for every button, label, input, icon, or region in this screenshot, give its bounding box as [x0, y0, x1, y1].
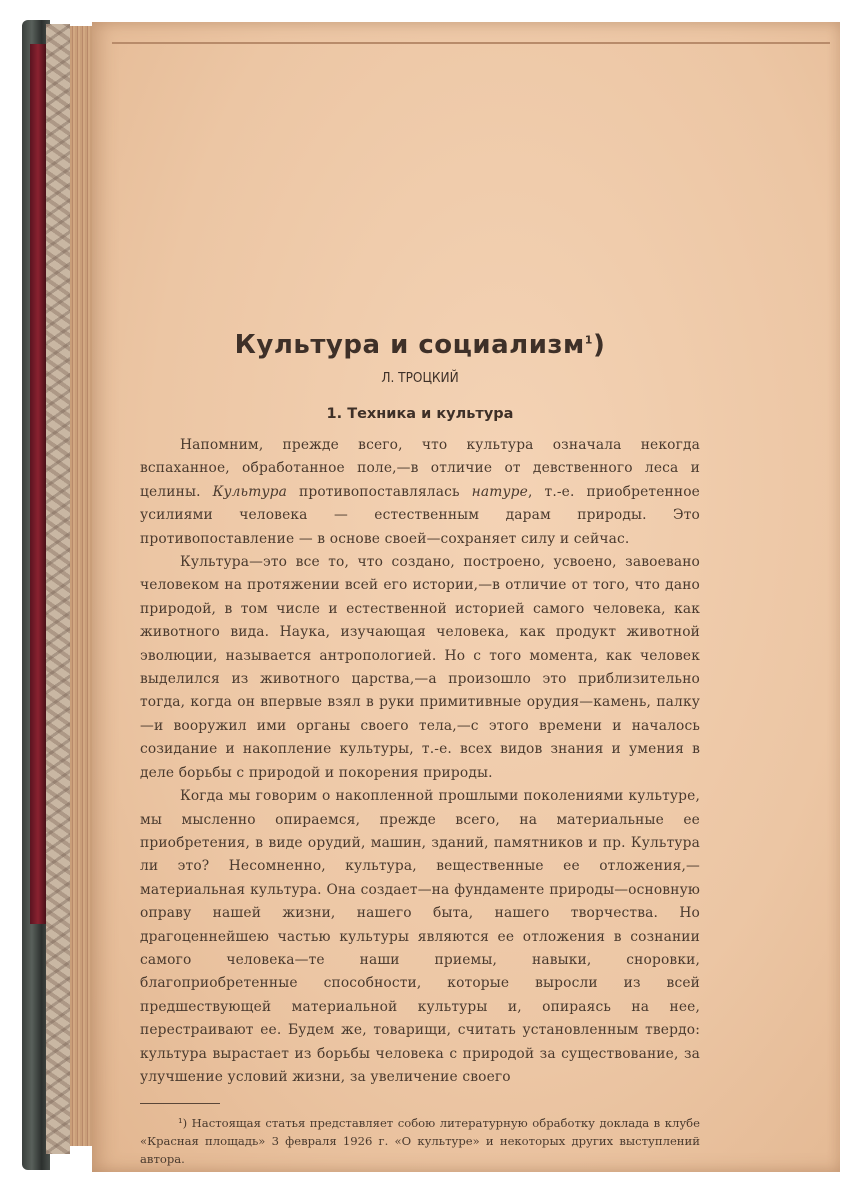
- paragraph-1-text-a: Напомним, прежде всего, что культура означала некогда вспаханное, обработанное поле,—в отличие от девственного леса и целины.: [140, 437, 700, 500]
- paragraph-2: Культура—это все то, что создано, построено, усвоено, завоевано человеком на протяжении всей его истории,—в отличие от того, что дано природой, в том числе и естественной историей самого человека, как животного вида. Наука, изучающая человека, как продукт животной эволюции, называется антропологией. Но с того момента, как человек выделился из животного царства,—а произошло это приблизительно тогда, когда он впервые взял в руки примитивные орудия—камень, палку—и вооружил ими органы своего тела,—с этого времени и началось созидание и накопление культуры, т.-е. всех видов знания и умения в деле борьбы с природой и покорения природы.: [140, 554, 700, 781]
- footnote-rule: [140, 1103, 220, 1104]
- article-title: [140, 330, 700, 360]
- paragraph-1-text-b: противопоставлялась: [286, 483, 472, 500]
- section-heading: 1. Техника и культура: [326, 406, 514, 422]
- footnote: ¹) Настоящая статья представляет собою литературную обработку доклада в клубе «Красная площадь» 3 февраля 1926 г. «О культуре» и некоторых других выступлений автора.: [140, 1116, 700, 1167]
- article: [140, 330, 700, 1168]
- title-footnote-mark: 1: [584, 333, 593, 347]
- page-top-rule: [112, 42, 830, 44]
- paragraph-3: Когда мы говорим о накопленной прошлыми поколениями культуре, мы мысленно опираемся, прежде всего, на материальные ее приобретения, в виде орудий, машин, зданий, памятников и пр. Культура ли это? Несомненно, культура, вещественные ее отложения,—материальная культура. Она создает—на фундаменте природы—основную оправу нашей жизни, нашего быта, нашего творчества. Но драгоценнейшею частью культуры являются ее отложения в сознании самого человека—те наши приемы, навыки, сноровки, благоприобретенные способности, которые выросли из всей предшествующей материальной культуры и, опираясь на нее, перестраивают ее. Будем же, товарищи, считать установленным твердо: культура вырастает из борьбы человека с природой за существование, за улучшение условий жизни, за увеличение своего: [140, 788, 700, 1085]
- article-title-text: Культура и социализм: [234, 330, 585, 360]
- paragraph-1-text-c: , т.-е. приобретенное усилиями человека — естественным дарам природы. Это противопоставление — в основе своей—сохраняет силу и сейчас.: [140, 483, 700, 547]
- paragraph-1: [140, 434, 700, 551]
- paragraph-1-italic-nature: натуре: [471, 483, 528, 500]
- paragraph-1-italic-culture: Культура: [212, 483, 287, 500]
- marbled-endpaper: [46, 24, 70, 1154]
- article-author: Л. ТРОЦКИЙ: [381, 370, 459, 386]
- spine-red-cloth: [30, 44, 46, 924]
- title-footnote-paren: ): [592, 330, 606, 360]
